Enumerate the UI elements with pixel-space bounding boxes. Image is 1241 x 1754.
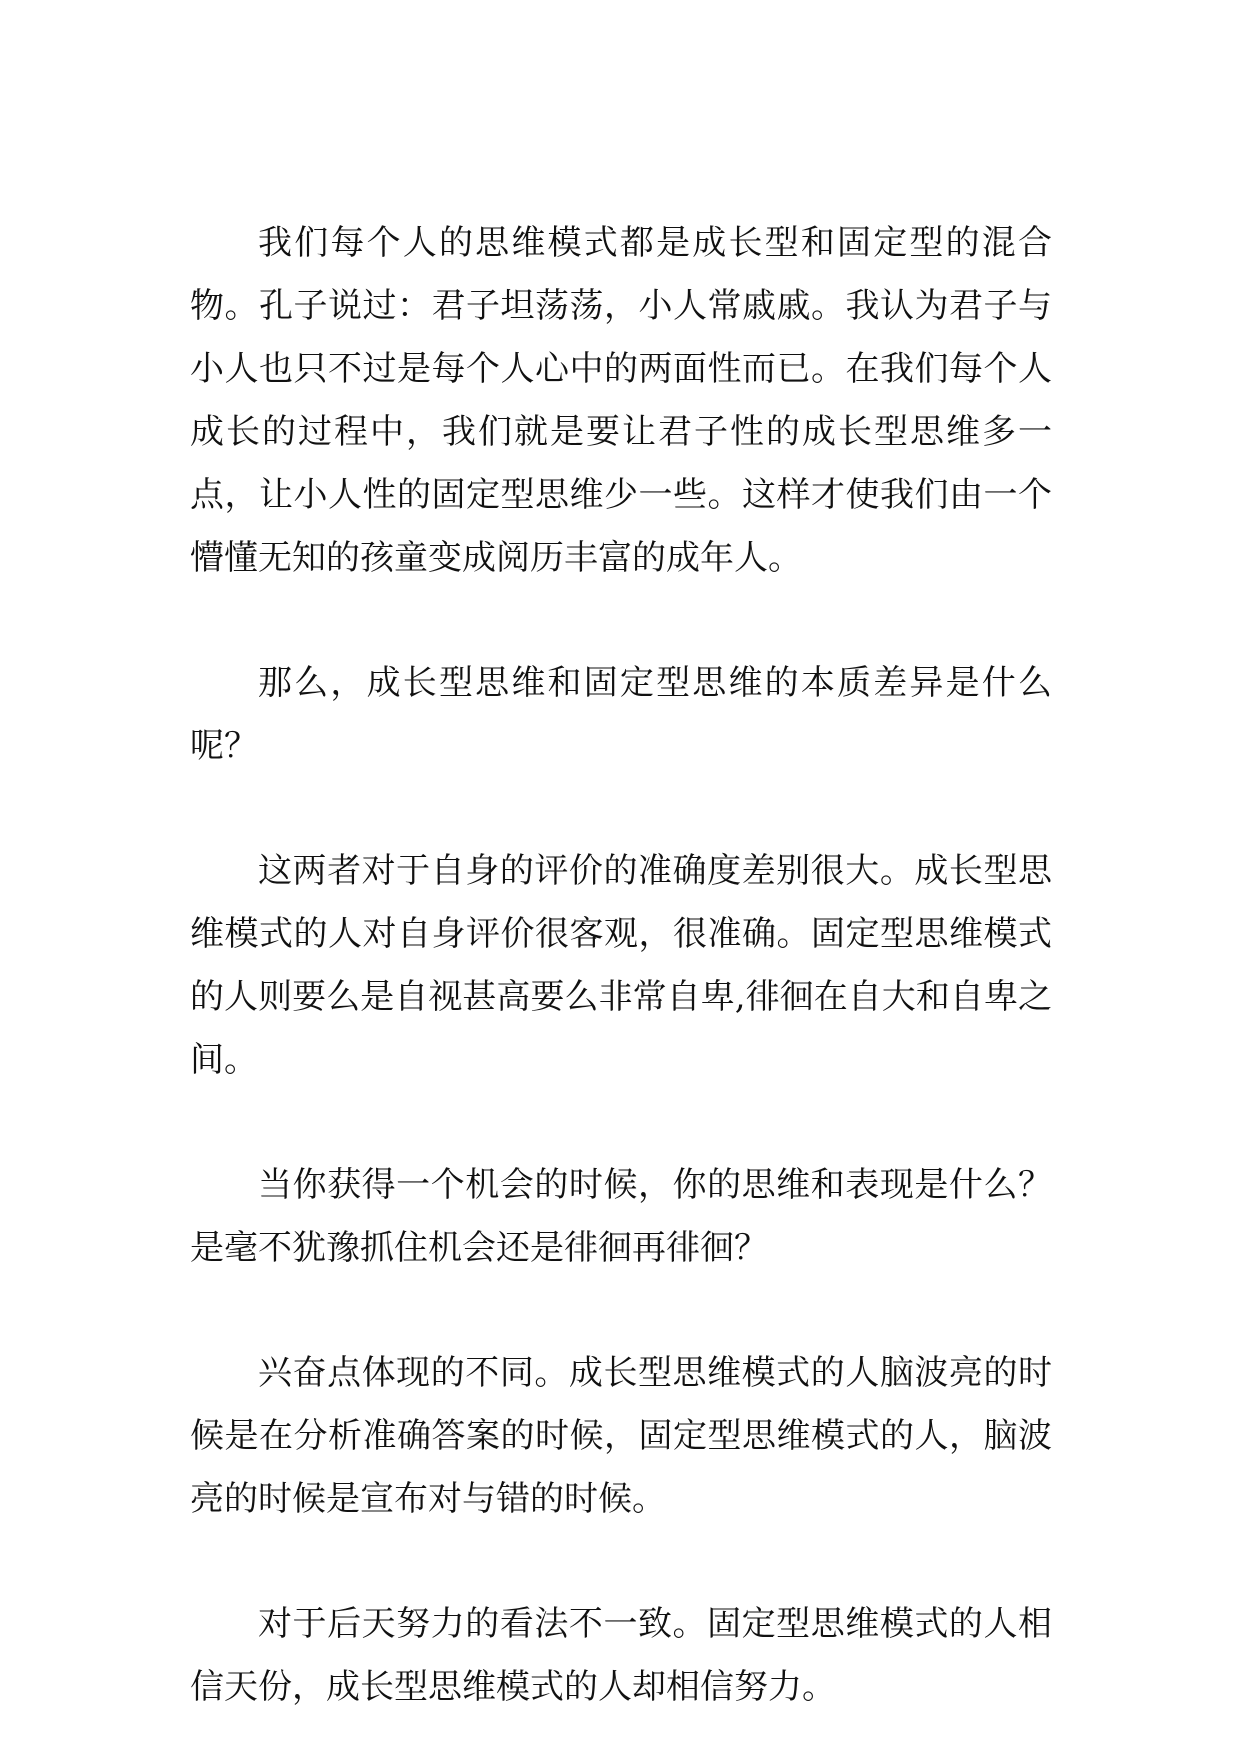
paragraph-mixed-mindsets: 我们每个人的思维模式都是成长型和固定型的混合物。孔子说过：君子坦荡荡，小人常戚戚。我认为君子与小人也只不过是每个人心中的两面性而已。在我们每个人成长的过程中，我们就是要让君子性的成长型思维多一点，让小人性的固定型思维少一些。这样才使我们由一个懵懂无知的孩童变成阅历丰富的成年人。	[190, 223, 1052, 578]
paragraph-self-evaluation: 这两者对于自身的评价的准确度差别很大。成长型思维模式的人对自身评价很客观，很准确。固定型思维模式的人则要么是自视甚高要么非常自卑,徘徊在自大和自卑之间。	[190, 851, 1052, 1080]
document-page	[190, 212, 1052, 1719]
paragraph-opportunity-question: 当你获得一个机会的时候，你的思维和表现是什么？是毫不犹豫抓住机会还是徘徊再徘徊？	[190, 1165, 1052, 1268]
paragraph-effort-view: 对于后天努力的看法不一致。固定型思维模式的人相信天份，成长型思维模式的人却相信努力。	[190, 1604, 1052, 1707]
paragraph-essential-difference-question: 那么，成长型思维和固定型思维的本质差异是什么呢？	[190, 663, 1052, 766]
paragraph-excitement-point: 兴奋点体现的不同。成长型思维模式的人脑波亮的时候是在分析准确答案的时候，固定型思维模式的人，脑波亮的时候是宣布对与错的时候。	[190, 1353, 1052, 1519]
